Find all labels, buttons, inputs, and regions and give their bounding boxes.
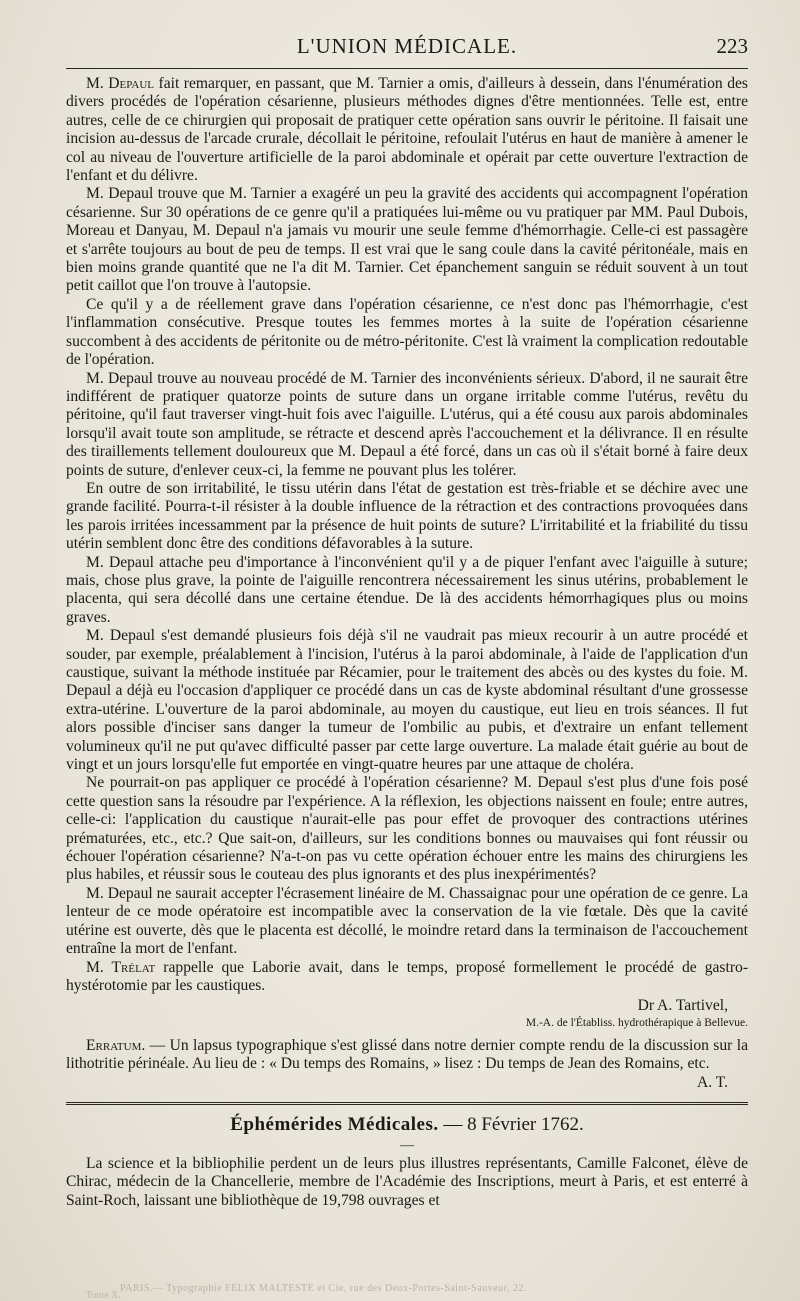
paragraph: M. Depaul trouve que M. Tarnier a exagéré un peu la gravité des accidents qui accompagnent l'opération césarienne. Sur 30 opérations de ce genre qu'il a pratiquées lui-même ou vu pratiquer par MM. Paul Dubois, Moreau et Danyau, M. Depaul n'a jamais vu mourir une seule femme d'hémorrhagie. Celle-ci est passagère et s'arrête toujours au bout de peu de temps. Il est vrai que le sang coule dans la cavité péritonéale, mais en bien moins grande quantité que ne l'a dit M. Tarnier. Cet épanchement sanguin se réduit souvent à un tout petit caillot que l'on trouve à l'autopsie. [66, 185, 748, 295]
paragraph [66, 959, 748, 996]
ephemerides-title: Éphémérides Médicales. [230, 1113, 439, 1135]
paragraph: Ne pourrait-on pas appliquer ce procédé à l'opération césarienne? M. Depaul s'est plus d'une fois posé cette question sans la résoudre par l'expérience. A la réflexion, les objections naissent en foule; entre autres, celle-ci: l'application du caustique n'aurait-elle pas pour effet de provoquer des contractions utérines prématurées, etc., etc.? Que sait-on, d'ailleurs, sur les conditions bonnes ou mauvaises qui font réussir ou échouer l'opération césarienne? N'a-t-on pas vu cette opération échouer entre les mains des chirurgiens les plus habiles, et réussir sous le couteau des plus ignorants et des plus inexpérimentés? [66, 774, 748, 884]
author-affiliation: M.-A. de l'Établiss. hydrothérapique à Bellevue. [525, 1016, 748, 1029]
ephemerides-heading [66, 1113, 748, 1137]
show-through-text: PARIS.— Typographie FÉLIX MALTESTE et Cie, rue des Deux-Portes-Saint-Sauveur, 22. [120, 1283, 528, 1294]
paragraph: En outre de son irritabilité, le tissu utérin dans l'état de gestation est très-friable et se déchire avec une grande facilité. Pourra-t-il résister à la double influence de la rétraction et des contractions provoquées dans les parois irritées incessamment par la présence de huit points de suture? L'irritabilité et la friabilité du tissu utérin semblent donc être des conditions défavorables à la suture. [66, 479, 748, 553]
running-title: L'UNION MÉDICALE. [296, 34, 518, 58]
ephemerides-body [66, 1155, 748, 1210]
page-number: 223 [716, 34, 748, 58]
erratum-initials: A. T. [696, 1073, 728, 1091]
header-rule [66, 68, 748, 69]
ephemerides-date: — 8 Février 1762. [438, 1113, 584, 1135]
speaker-name: M. Depaul [86, 75, 154, 92]
paragraph-text: fait remarquer, en passant, que M. Tarnier a omis, d'ailleurs à dessein, dans l'énumération des divers procédés de l'opération césarienne, plusieurs méthodes dignes d'être mentionnées. Telle est, entre autres, celle de ce chirurgien qui proposait de pratiquer cette opération sans ouvrir le péritoine. Il faisait une incision au-dessus de l'arcade crurale, décollait le péritoine, refoulait l'utérus en haut de manière à amener le col au niveau de l'ouverture artificielle de la paroi abdominale et opérait par cette ouverture l'extraction de l'enfant et du délivre. [66, 75, 749, 185]
paragraph: M. Depaul attache peu d'importance à l'inconvénient qu'il y a de piquer l'enfant avec l'aiguille à suture; mais, chose plus grave, la pointe de l'aiguille rencontrera nécessairement les sinus utérins, probablement le placenta, qui sera décollé dans une certaine étendue. De là des accidents hémorrhagiques plus ou moins graves. [66, 553, 748, 626]
section-divider [66, 1102, 748, 1105]
paragraph: Ce qu'il y a de réellement grave dans l'opération césarienne, ce n'est donc pas l'hémorrhagie, c'est l'inflammation consécutive. Presque toutes les femmes mortes à la suite de l'opération césarienne succombent à des accidents de péritonite ou de métro-péritonite. C'est là vraiment la complication redoutable de l'opération. [66, 295, 748, 369]
paragraph: M. Depaul trouve au nouveau procédé de M. Tarnier des inconvénients sérieux. D'abord, il ne saurait être indifférent de pratiquer quatorze points de suture dans un organe irritable comme l'utérus, revêtu du péritoine, qu'il faut traverser vingt-huit fois avec l'aiguille. L'utérus, qui a été cousu aux parois abdominales lorsqu'il avait toute son amplitude, se rétracte et descend après l'accouchement et la délivrance. Il en résulte des tiraillements tellement douloureux que M. Depaul a été forcé, dans un cas où il s'était borné à faire deux points de suture, d'enlever ceux-ci, la femme ne pouvant plus les tolérer. [66, 369, 748, 479]
paragraph: M. Depaul ne saurait accepter l'écrasement linéaire de M. Chassaignac pour une opération de ce genre. La lenteur de ce mode opératoire est incompatible avec la conservation de la vie fœtale. Dès que la cavité utérine est ouverte, dès que le placenta est décollé, le moindre retard dans la terminaison de l'accouchement entraîne la mort de l'enfant. [66, 884, 748, 958]
show-through-corner: Tome X. [86, 1290, 121, 1301]
speaker-name: M. Trélat [86, 958, 156, 976]
author-signature: Dr A. Tartivel, [637, 997, 728, 1015]
erratum-block [66, 1037, 748, 1092]
session-report [66, 75, 748, 995]
page-header [66, 28, 748, 68]
erratum-paragraph [66, 1037, 748, 1092]
erratum-label: Erratum. [86, 1036, 146, 1054]
paragraph: M. Depaul s'est demandé plusieurs fois déjà s'il ne vaudrait pas mieux recourir à un autre procédé et souder, par exemple, préalablement à l'incision, l'utérus à la paroi abdominale, à l'aide de l'application d'un caustique, suivant la méthode instituée par Récamier, pour le traitement des abcès ou des kystes du foie. M. Depaul a déjà eu l'occasion d'appliquer ce procédé dans un cas de kyste abdominal résultant d'une grossesse extra-utérine. L'ouverture de la paroi abdominale, au moyen du caustique, eut lieu en trois séances. Il fut alors possible d'inciser sans danger la tumeur de l'ombilic au pubis, et d'extraire un enfant tellement volumineux qu'il ne put qu'avec difficulté passer par cette large ouverture. La malade était guérie au bout de vingt et un jours lorsqu'elle fut emportée en vingt-quatre heures par une attaque de choléra. [66, 627, 748, 774]
paragraph [66, 75, 748, 185]
paragraph-text: rappelle que Laborie avait, dans le temps, proposé formellement le procédé de gastro-hystérotomie par les caustiques. [66, 958, 749, 994]
erratum-text: — Un lapsus typographique s'est glissé dans notre dernier compte rendu de la discussion sur la lithotritie périnéale. Au lieu de : « Du temps des Romains, » lisez : Du temps de Jean des Romains, etc. [66, 1036, 748, 1073]
heading-dash: — [400, 1137, 414, 1153]
paragraph: La science et la bibliophilie perdent un de leurs plus illustres représentants, Camille Falconet, élève de Chirac, médecin de la Chancellerie, membre de l'Académie des Inscriptions, meurt à Paris, et est enterré à Saint-Roch, laissant une bibliothèque de 19,798 ouvrages et [66, 1154, 748, 1209]
